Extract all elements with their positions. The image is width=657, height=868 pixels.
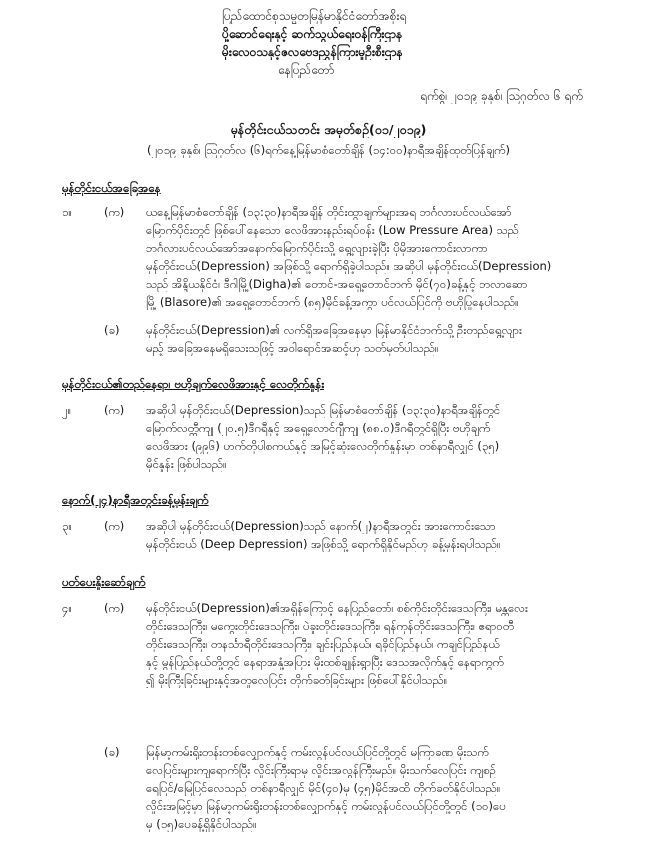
paragraph-line: မိုင်နှုန်း ဖြစ်ပါသည်။ (146, 457, 227, 471)
paragraph-line: နှင့် မွန်ပြည်နယ်တို့တွင် နေရာအနှံ့အပြား မိုးထစ်ချုန်းရွာပြီး ဒေသအလိုက်နှင့် နေရာကွက် (146, 655, 504, 669)
paragraph-line: တိုင်းဒေသကြီး၊ မကွေးတိုင်းဒေသကြီး၊ ပဲခူးတိုင်းဒေသကြီး၊ ရန်ကုန်တိုင်းဒေသကြီး၊ ဧရာဝတီ (146, 619, 515, 633)
paragraph-line: ဘင်္ဂလားပင်လယ်အော်အနောက်မြောက်ပိုင်းသို့ ရွေ့လျားခဲ့ပြီး ပိုမိုအားကောင်းလာကာ (146, 241, 488, 255)
paragraph-line: မှ (၁၅)ပေခန့်ရှိနိုင်ပါသည်။ (146, 817, 257, 831)
section-heading: ပတ်ပေးနှိုးဆော်ချက် (62, 575, 146, 589)
item-marker: (ခ) (104, 745, 120, 759)
bulletin-title: မုန်တိုင်းငယ်သတင်း အမှတ်စဉ်(၀၁/၂၀၁၉) (230, 122, 427, 137)
paragraph-line: အဆိုပါ မုန်တိုင်းငယ်(Depression)သည် မြန်မာစံတော်ချိန် (၁၃:၃၀)နာရီအချိန်တွင် (146, 403, 501, 417)
paragraph-line: အဆိုပါ မုန်တိုင်းငယ်(Depression)သည် နောက်(၂)နာရီအတွင်း အားကောင်းသော (146, 519, 496, 533)
paragraph-line: ယနေ့မြန်မာစံတော်ချိန် (၁၃:၃၀)နာရီအချိန် တိုင်းထွာချက်များအရ ဘင်္ဂလားပင်လယ်အော် (146, 205, 512, 219)
paragraph-line: လေဖိအား (၉၉၆) ဟက်တိုပါစကယ်နှင့် အမြင့်ဆုံးလေတိုက်နှုန်းမှာ တစ်နာရီလျှင် (၃၅) (146, 439, 500, 453)
paragraph-line: မုန်တိုင်းငယ်(Depression)၏အရှိန်ကြောင့် နေပြည်တော်၊ စစ်ကိုင်းတိုင်းဒေသကြီး၊ မန္တလေး (146, 601, 528, 615)
item-marker: (ခ) (104, 323, 120, 337)
paragraph-line: တိုင်းဒေသကြီး၊ တနင်္သာရီတိုင်းဒေသကြီး၊ ချင်းပြည်နယ်၊ ရခိုင်ပြည်နယ်၊ ကချင်ပြည်နယ် (146, 637, 500, 651)
paragraph-line: လေပြင်းများကျရောက်ပြီး လှိုင်းကြီးရာမှ လှိုင်းအလွန်ကြီးမည်။ မိုးသက်လေပြင်း ကျစဉ် (146, 763, 497, 777)
paragraph-line: ၍ မိုးကြီးခြင်းများနှင့်အတူလေပြင်း တိုက်ခတ်ခြင်းများ ဖြစ်ပေါ်နိုင်ပါသည်။ (146, 673, 448, 687)
item-marker: (က) (104, 601, 125, 615)
item-marker: (က) (104, 403, 125, 417)
paragraph-line: မုန်တိုင်းငယ် (Deep Depression) အဖြစ်သို့ ရောက်ရှိနိုင်မည်ဟု ခန့်မှန်းရပါသည်။ (146, 537, 501, 551)
section-number: ၂။ (62, 403, 72, 417)
item-marker: (က) (104, 519, 125, 533)
item-marker: (က) (104, 205, 125, 219)
header-department: မိုးလေဝသနှင့်ဇလဗေဒညွှန်ကြားမှုဦးစီးဌာန (222, 45, 403, 59)
paragraph-line: သည် အိန္ဒိယနိုင်ငံ၊ ဒီဂါမြို့(Digha)၏ တောင်-အရှေ့တောင်ဘက် မိုင်(၇၀)ခန့်နှင့် ဘလာဆော (146, 277, 528, 291)
header-government: ပြည်ထောင်စုသမ္မတမြန်မာနိုင်ငံတော်အစိုးရ (222, 9, 407, 23)
header-date: ရက်စွဲ၊ ၂၀၁၉ ခုနှစ်၊ ဩဂုတ်လ ၆ ရက် (420, 89, 583, 103)
section-number: ၁။ (62, 205, 72, 219)
paragraph-line: မြောက်လတ္တီကျု (၂၀.၅)ဒီဂရီနှင့် အရှေ့လောင်ဂျီကျု (၈၈.၀)ဒီဂရီတွင်ရှိပြီး ဗဟိုချက် (146, 421, 491, 435)
paragraph-line: မုန်တိုင်းငယ်(Depression) အဖြစ်သို့ ရောက်ရှိခဲ့ပါသည်။ အဆိုပါ မုန်တိုင်းငယ်(Depression) (146, 259, 552, 273)
paragraph-line: ရေပြင်/မြေပြင်လေသည် တစ်နာရီလျှင် မိုင်(၄၀)မှ (၄၅)မိုင်အထိ တိုက်ခတ်နိုင်ပါသည်။ (146, 781, 501, 795)
section-heading: မုန်တိုင်းငယ်၏တည်နေရာ၊ ဗဟိုချက်လေဖိအားနှင့် လေတိုက်နှုန်း (62, 377, 325, 391)
bulletin-subtitle: (၂၀၁၉ ခုနှစ်၊ ဩဂုတ်လ (၆)ရက်နေ့မြန်မာစံတော်ချိန် (၁၄:၀၀)နာရီအချိန်ထုတ်ပြန်ချက်) (146, 143, 511, 157)
section-heading: နောက်(၂၄)နာရီအတွင်းခန့်မှန်းချက် (62, 493, 209, 507)
header-location: နေပြည်တော် (278, 63, 335, 77)
paragraph-line: မြို့ (Blasore)၏ အရှေ့တောင်ဘက် (၈၅)မိုင်ခန့်အကွာ ပင်လယ်ပြင်ကို ဗဟိုပြုနေပါသည်။ (146, 295, 519, 309)
header-ministry: ပို့ဆောင်ရေးနှင့် ဆက်သွယ်ရေးဝန်ကြီးဌာန (222, 27, 403, 41)
paragraph-line: မြောက်ပိုင်းတွင် ဖြစ်ပေါ်နေသော လေဖိအားနည်းရပ်ဝန်း (Low Pressure Area) သည် (146, 223, 519, 237)
paragraph-line: မုန်တိုင်းငယ်(Depression)၏ လက်ရှိအခြေအနေမှာ မြန်မာနိုင်ငံဘက်သို့ ဦးတည်ရွေ့လျား (146, 323, 522, 337)
paragraph-line: မြန်မာ့ကမ်းရိုးတန်းတစ်လျှောက်နှင့် ကမ်းလွန်ပင်လယ်ပြင်တို့တွင် မကြာခဏ မိုးသက် (146, 745, 489, 759)
paragraph-line: မည့် အခြေအနေမရှိသေးသဖြင့် အဝါရောင်အဆင့်ဟု သတ်မှတ်ပါသည်။ (146, 341, 439, 355)
paragraph-line: လှိုင်းအမြင့်မှာ မြန်မာ့ကမ်းရိုးတန်းတစ်လျှောက်နှင့် ကမ်းလွန်ပင်လယ်ပြင်တို့တွင် (၁၀)ပေ (146, 799, 506, 813)
section-number: ၃။ (62, 519, 72, 533)
section-heading: မုန်တိုင်းငယ်အခြေအနေ (62, 181, 161, 195)
section-number: ၄။ (62, 601, 72, 615)
